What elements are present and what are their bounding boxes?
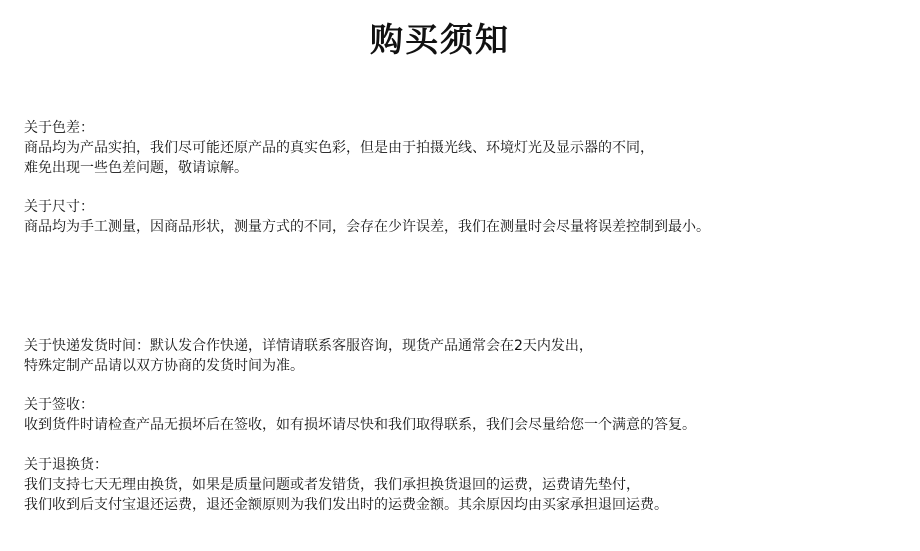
section-heading: 关于退换货： — [24, 457, 108, 473]
section-heading: 关于尺寸： — [24, 199, 94, 215]
section-line: 收到货件时请检查产品无损坏后在签收，如有损坏请尽快和我们取得联系，我们会尽量给您一个满意的答复。 — [24, 417, 696, 433]
section-heading: 关于签收： — [24, 397, 94, 413]
section-line: 关于快递发货时间：默认发合作快递，详情请联系客服咨询，现货产品通常会在2天内发出， — [24, 338, 593, 354]
section-receipt — [24, 395, 914, 435]
section-shipping-time — [24, 336, 914, 376]
section-line: 我们支持七天无理由换货，如果是质量问题或者发错货，我们承担换货退回的运费，运费请先垫付， — [24, 477, 640, 493]
section-line: 难免出现一些色差问题，敬请谅解。 — [24, 160, 248, 176]
section-heading: 关于色差： — [24, 120, 94, 136]
section-size — [24, 197, 914, 237]
section-line: 我们收到后支付宝退还运费，退还金额原则为我们发出时的运费金额。其余原因均由买家承担退回运费。 — [24, 497, 668, 513]
section-line: 商品均为手工测量，因商品形状，测量方式的不同，会存在少许误差，我们在测量时会尽量将误差控制到最小。 — [24, 219, 710, 235]
page-title: 购买须知 — [370, 20, 510, 59]
section-color-difference — [24, 118, 914, 178]
section-line: 商品均为产品实拍，我们尽可能还原产品的真实色彩，但是由于拍摄光线、环境灯光及显示器的不同， — [24, 140, 654, 156]
section-return-exchange — [24, 455, 914, 515]
section-line: 特殊定制产品请以双方协商的发货时间为准。 — [24, 358, 304, 374]
